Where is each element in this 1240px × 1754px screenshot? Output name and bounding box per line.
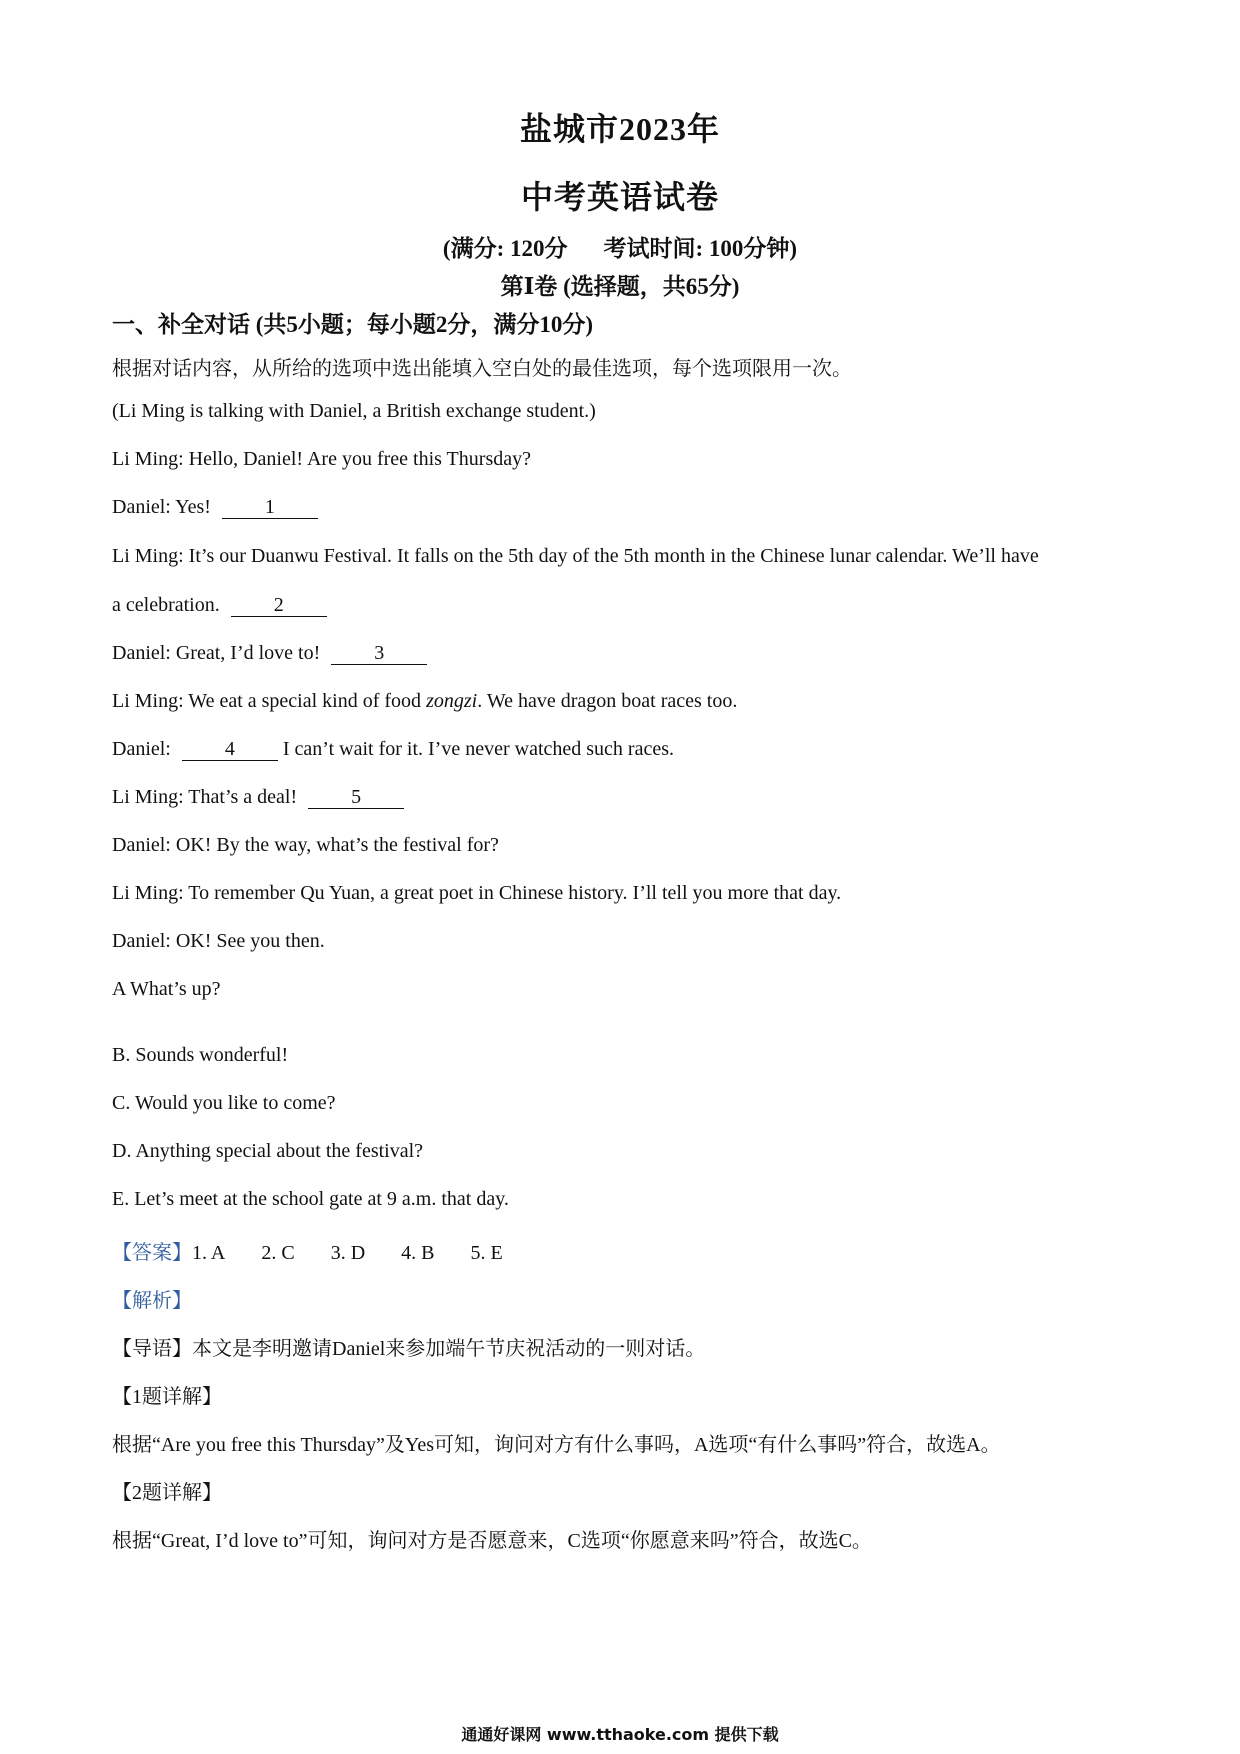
blank-4: 4 <box>182 738 278 761</box>
option-b: B. Sounds wonderful! <box>112 1044 289 1066</box>
exam-score-time-info <box>0 230 1240 263</box>
option-e: E. Let’s meet at the school gate at 9 a.m. that day. <box>112 1188 509 1210</box>
dialogue-line-11: Daniel: OK! See you then. <box>112 930 325 952</box>
answer-item: 5. E <box>470 1242 503 1264</box>
question-2-title: 【2题详解】 <box>112 1482 222 1504</box>
dialogue-line-6-text: Li Ming: We eat a special kind of food <box>112 690 422 712</box>
question-2-explanation: 根据“Great, I’d love to”可知，询问对方是否愿意来，C选项“你愿意来吗”符合，故选C。 <box>112 1530 872 1552</box>
blank-5: 5 <box>308 786 404 809</box>
dialogue-line-7-text: Daniel: <box>112 738 171 760</box>
dialogue-line-6 <box>112 690 737 713</box>
exam-title-line-2: 中考英语试卷 <box>520 179 719 215</box>
dialogue-line-8-text: Li Ming: That’s a deal! <box>112 786 298 808</box>
blank-2: 2 <box>231 594 327 617</box>
option-a: A What’s up? <box>112 978 221 1000</box>
blank-3: 3 <box>331 642 427 665</box>
dialogue-line-5 <box>112 642 427 665</box>
dialogue-line-10: Li Ming: To remember Qu Yuan, a great poet in Chinese history. I’ll tell you more that day. <box>112 882 842 904</box>
dialogue-line-8 <box>112 786 404 809</box>
dialogue-line-7 <box>112 738 674 761</box>
time-info: 考试时间: 100分钟) <box>603 236 798 261</box>
option-d: D. Anything special about the festival? <box>112 1140 424 1162</box>
answer-item: 3. D <box>330 1242 366 1264</box>
answer-item: 2. C <box>261 1242 295 1264</box>
dialogue-line-6-suffix: . We have dragon boat races too. <box>477 690 738 712</box>
dialogue-line-4-text: a celebration. <box>112 594 220 616</box>
dialogue-line-2 <box>112 496 318 519</box>
dialogue-line-5-text: Daniel: Great, I’d love to! <box>112 642 321 664</box>
dialogue-line-3: Li Ming: It’s our Duanwu Festival. It falls on the 5th day of the 5th month in the Chinese lunar calendar. We’ll have <box>112 545 1039 567</box>
dialogue-context: (Li Ming is talking with Daniel, a British exchange student.) <box>112 400 596 422</box>
answer-item: 1. A <box>192 1242 226 1264</box>
exam-title-line-1: 盐城市2023年 <box>519 111 720 147</box>
dialogue-line-7-suffix: I can’t wait for it. I’ve never watched such races. <box>282 738 674 760</box>
part-info: 第Ⅰ卷 (选择题，共65分) <box>500 274 740 299</box>
score-info: (满分: 120分 <box>442 236 568 261</box>
dialogue-line-2-text: Daniel: Yes! <box>112 496 211 518</box>
section-heading: 一、补全对话 (共5小题；每小题2分，满分10分) <box>112 312 594 337</box>
blank-1: 1 <box>222 496 318 519</box>
dialogue-line-1: Li Ming: Hello, Daniel! Are you free this Thursday? <box>112 448 531 470</box>
answer-line <box>112 1236 539 1265</box>
answer-tag: 【答案】 <box>112 1242 192 1264</box>
footer-source[interactable]: 通通好课网 www.tthaoke.com 提供下载 <box>461 1725 779 1744</box>
section-instruction: 根据对话内容，从所给的选项中选出能填入空白处的最佳选项，每个选项限用一次。 <box>112 358 852 380</box>
analysis-tag: 【解析】 <box>112 1290 192 1312</box>
question-1-explanation: 根据“Are you free this Thursday”及Yes可知，询问对方有什么事吗，A选项“有什么事吗”符合，故选A。 <box>112 1434 1001 1456</box>
zongzi-term: zongzi <box>426 690 478 712</box>
option-c: C. Would you like to come? <box>112 1092 336 1114</box>
question-1-title: 【1题详解】 <box>112 1386 222 1408</box>
dialogue-line-4 <box>112 594 327 617</box>
analysis-intro: 【导语】本文是李明邀请Daniel来参加端午节庆祝活动的一则对话。 <box>112 1338 706 1360</box>
answer-item: 4. B <box>401 1242 435 1264</box>
dialogue-line-9: Daniel: OK! By the way, what’s the festival for? <box>112 834 499 856</box>
